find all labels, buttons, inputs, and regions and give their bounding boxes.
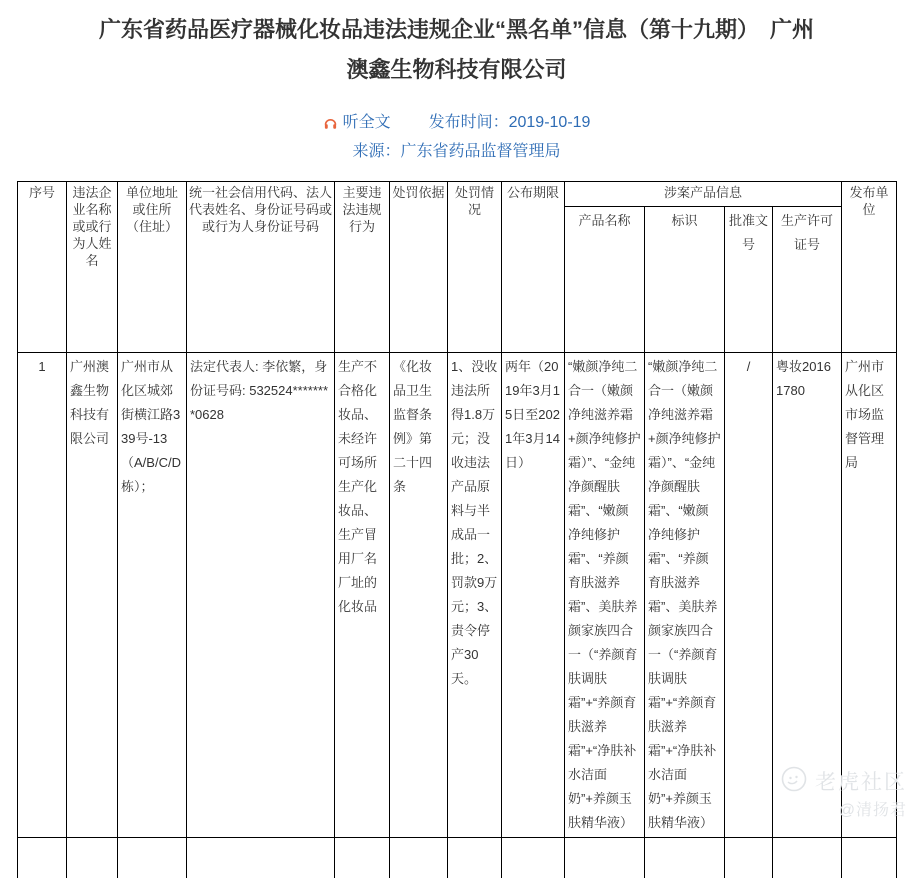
cell-credit: 法定代表人: 李依繁，身份证号码: 532524********0628: [187, 353, 335, 838]
table-row-1: [18, 353, 897, 838]
listen-label: 听全文: [342, 114, 391, 131]
col-header-mark: 标识: [645, 207, 725, 353]
col-header-approval-no: 批准文号: [725, 207, 773, 353]
source-value: 广东省药品监督管理局: [400, 143, 561, 160]
col-header-credit: 统一社会信用代码、法人代表姓名、身份证号码或或行为人身份证号码: [187, 182, 335, 353]
cell-violation: 生产不合格化妆品、未经许可场所生产化妆品、生产冒用厂名厂址的化妆品: [335, 353, 390, 838]
meta-row-1: [0, 112, 913, 134]
col-header-period: 公布期限: [502, 182, 565, 353]
cell-license-no: 粤妆20161780: [773, 353, 842, 838]
headphone-icon: [323, 116, 338, 131]
blacklist-table: [17, 181, 897, 878]
publish-time-value: 2019-10-19: [508, 114, 591, 131]
col-header-address: 单位地址或住所（住址）: [118, 182, 187, 353]
page-title-line1: 广东省药品医疗器械化妆品违法违规企业“黑名单”信息（第十九期） 广州: [98, 17, 814, 42]
table-header-row-1: [18, 182, 897, 207]
cell-basis: 《化妆品卫生监督条例》第二十四条: [390, 353, 448, 838]
cell-company: 广州澳鑫生物科技有限公司: [67, 353, 118, 838]
publish-time: [429, 112, 591, 134]
source-label: 来源：: [352, 143, 401, 160]
watermark-author-label: @清扬君: [838, 802, 907, 819]
table-row-2-clipped: [18, 838, 897, 878]
col-header-publisher: 发布单位: [842, 182, 897, 353]
page-title-line2: 澳鑫生物科技有限公司: [346, 57, 567, 82]
cell-mark: “嫩颜净纯二合一（嫩颜净纯滋养霜+颜净纯修护霜）”、“金纯净颜醒肤霜”、“嫩颜净纯修护霜”、“养颜育肤滋养霜”、美肤养颜家族四合一（“养颜育肤调肤霜”+“养颜育肤滋养霜”+“净肤补水洁面奶”+养颜玉肤精华液）: [645, 353, 725, 838]
col-header-seq: 序号: [18, 182, 67, 353]
col-header-basis: 处罚依据: [390, 182, 448, 353]
col-header-license-no: 生产许可证号: [773, 207, 842, 353]
cell-publisher: 广州市从化区市场监督管理局: [842, 353, 897, 838]
cell-product-name: “嫩颜净纯二合一（嫩颜净纯滋养霜+颜净纯修护霜）”、“金纯净颜醒肤霜”、“嫩颜净纯修护霜”、“养颜育肤滋养霜”、美肤养颜家族四合一（“养颜育肤调肤霜”+“养颜育肤滋养霜”+“净肤补水洁面奶”+养颜玉肤精华液）: [565, 353, 645, 838]
col-header-violation: 主要违法违规行为: [335, 182, 390, 353]
watermark-community-label: 老虎社区: [815, 770, 907, 794]
cell-period: 两年（2019年3月15日至2021年3月14日）: [502, 353, 565, 838]
source-line: [0, 141, 913, 163]
cell-approval-no: /: [725, 353, 773, 838]
col-header-company: 违法企业名称或或行为人姓名: [67, 182, 118, 353]
cell-address: 广州市从化区城郊街横江路339号-13（A/B/C/D栋）；: [118, 353, 187, 838]
article-meta: [0, 112, 913, 163]
col-header-product-name: 产品名称: [565, 207, 645, 353]
cell-seq: 1: [18, 353, 67, 838]
publish-time-label: 发布时间：: [428, 114, 509, 131]
cell-penalty: 1、没收违法所得1.8万元；没收违法产品原料与半成品一批；2、罚款9万元；3、责令停产30天。: [448, 353, 502, 838]
col-header-penalty: 处罚情况: [448, 182, 502, 353]
listen-full-text-link[interactable]: [323, 112, 391, 134]
col-header-product-group: 涉案产品信息: [565, 182, 842, 207]
page-title: [0, 0, 913, 90]
